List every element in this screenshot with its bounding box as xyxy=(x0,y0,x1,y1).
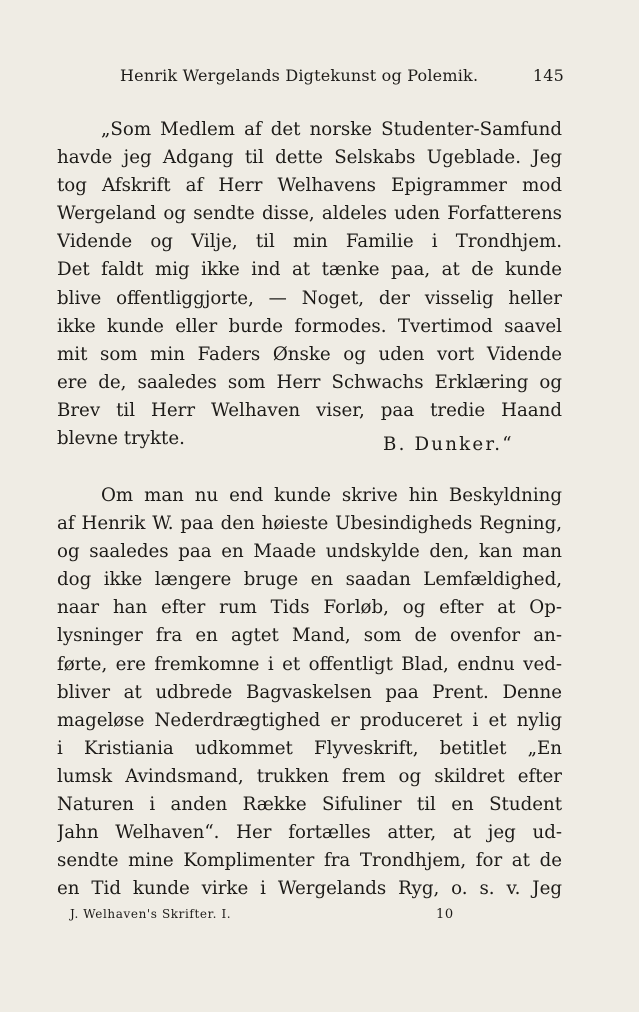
page-footer xyxy=(70,907,470,925)
running-title: Henrik Wergelands Digtekunst og Polemik. xyxy=(120,66,479,85)
text-line: Wergeland og sendte disse, aldeles uden Forfatterens xyxy=(57,203,562,225)
text-line: tog Afskrift af Herr Welhavens Epigrammer mod xyxy=(57,175,562,197)
text-line: mageløse Nederdrægtighed er produceret i et nylig xyxy=(57,709,562,731)
page-number: 145 xyxy=(532,66,564,85)
text-line: ikke kunde eller burde formodes. Tvertimod saavel xyxy=(57,315,562,337)
text-line: lumsk Avindsmand, trukken frem og skildret efter xyxy=(57,765,562,787)
text-line: havde jeg Adgang til dette Selskabs Ugeblade. Jeg xyxy=(57,147,562,169)
text-line: blive offentliggjorte, — Noget, der visselig heller xyxy=(57,287,562,309)
closing-line xyxy=(57,425,562,456)
text-line: Vidende og Vilje, til min Familie i Trondhjem. xyxy=(57,231,562,253)
signature-mark: J. Welhaven's Skrifter. I. xyxy=(70,907,232,921)
running-header xyxy=(118,66,564,92)
text-line: og saaledes paa en Maade undskylde den, kan man xyxy=(57,541,562,563)
body-paragraph xyxy=(57,482,562,903)
text-line: Det faldt mig ikke ind at tænke paa, at de kunde xyxy=(57,259,562,281)
quote-signature: B. Dunker.“ xyxy=(383,434,514,456)
text-line: dog ikke længere bruge en saadan Lemfældighed, xyxy=(57,569,562,591)
text-line: mit som min Faders Ønske og uden vort Vidende xyxy=(57,343,562,365)
quoted-statement xyxy=(57,116,562,456)
text-line: Om man nu end kunde skrive hin Beskyldning xyxy=(101,485,562,506)
sheet-number: 10 xyxy=(436,907,454,922)
text-line: Brev til Herr Welhaven viser, paa tredie Haand xyxy=(57,399,562,421)
text-line: en Tid kunde virke i Wergelands Ryg, o. s. v. Jeg xyxy=(57,878,562,900)
text-line: førte, ere fremkomne i et offentligt Blad, endnu ved- xyxy=(57,653,562,675)
text-line: „Som Medlem af det norske Studenter-Samfund xyxy=(101,119,562,140)
text-line: Jahn Welhaven“. Her fortælles atter, at jeg ud- xyxy=(57,822,562,844)
text-line: naar han efter rum Tids Forløb, og efter at Op- xyxy=(57,597,562,619)
text-line: lysninger fra en agtet Mand, som de ovenfor an- xyxy=(57,625,562,647)
text-line: ere de, saaledes som Herr Schwachs Erklæring og xyxy=(57,371,562,393)
closing-text: blevne trykte. xyxy=(57,428,185,450)
text-line: sendte mine Komplimenter fra Trondhjem, for at de xyxy=(57,850,562,872)
text-line: Naturen i anden Række Sifuliner til en Student xyxy=(57,794,562,816)
text-line: af Henrik W. paa den høieste Ubesindigheds Regning, xyxy=(57,513,562,535)
text-line: bliver at udbrede Bagvaskelsen paa Prent. Denne xyxy=(57,681,562,703)
text-line: i Kristiania udkommet Flyveskrift, betitlet „En xyxy=(57,737,562,759)
